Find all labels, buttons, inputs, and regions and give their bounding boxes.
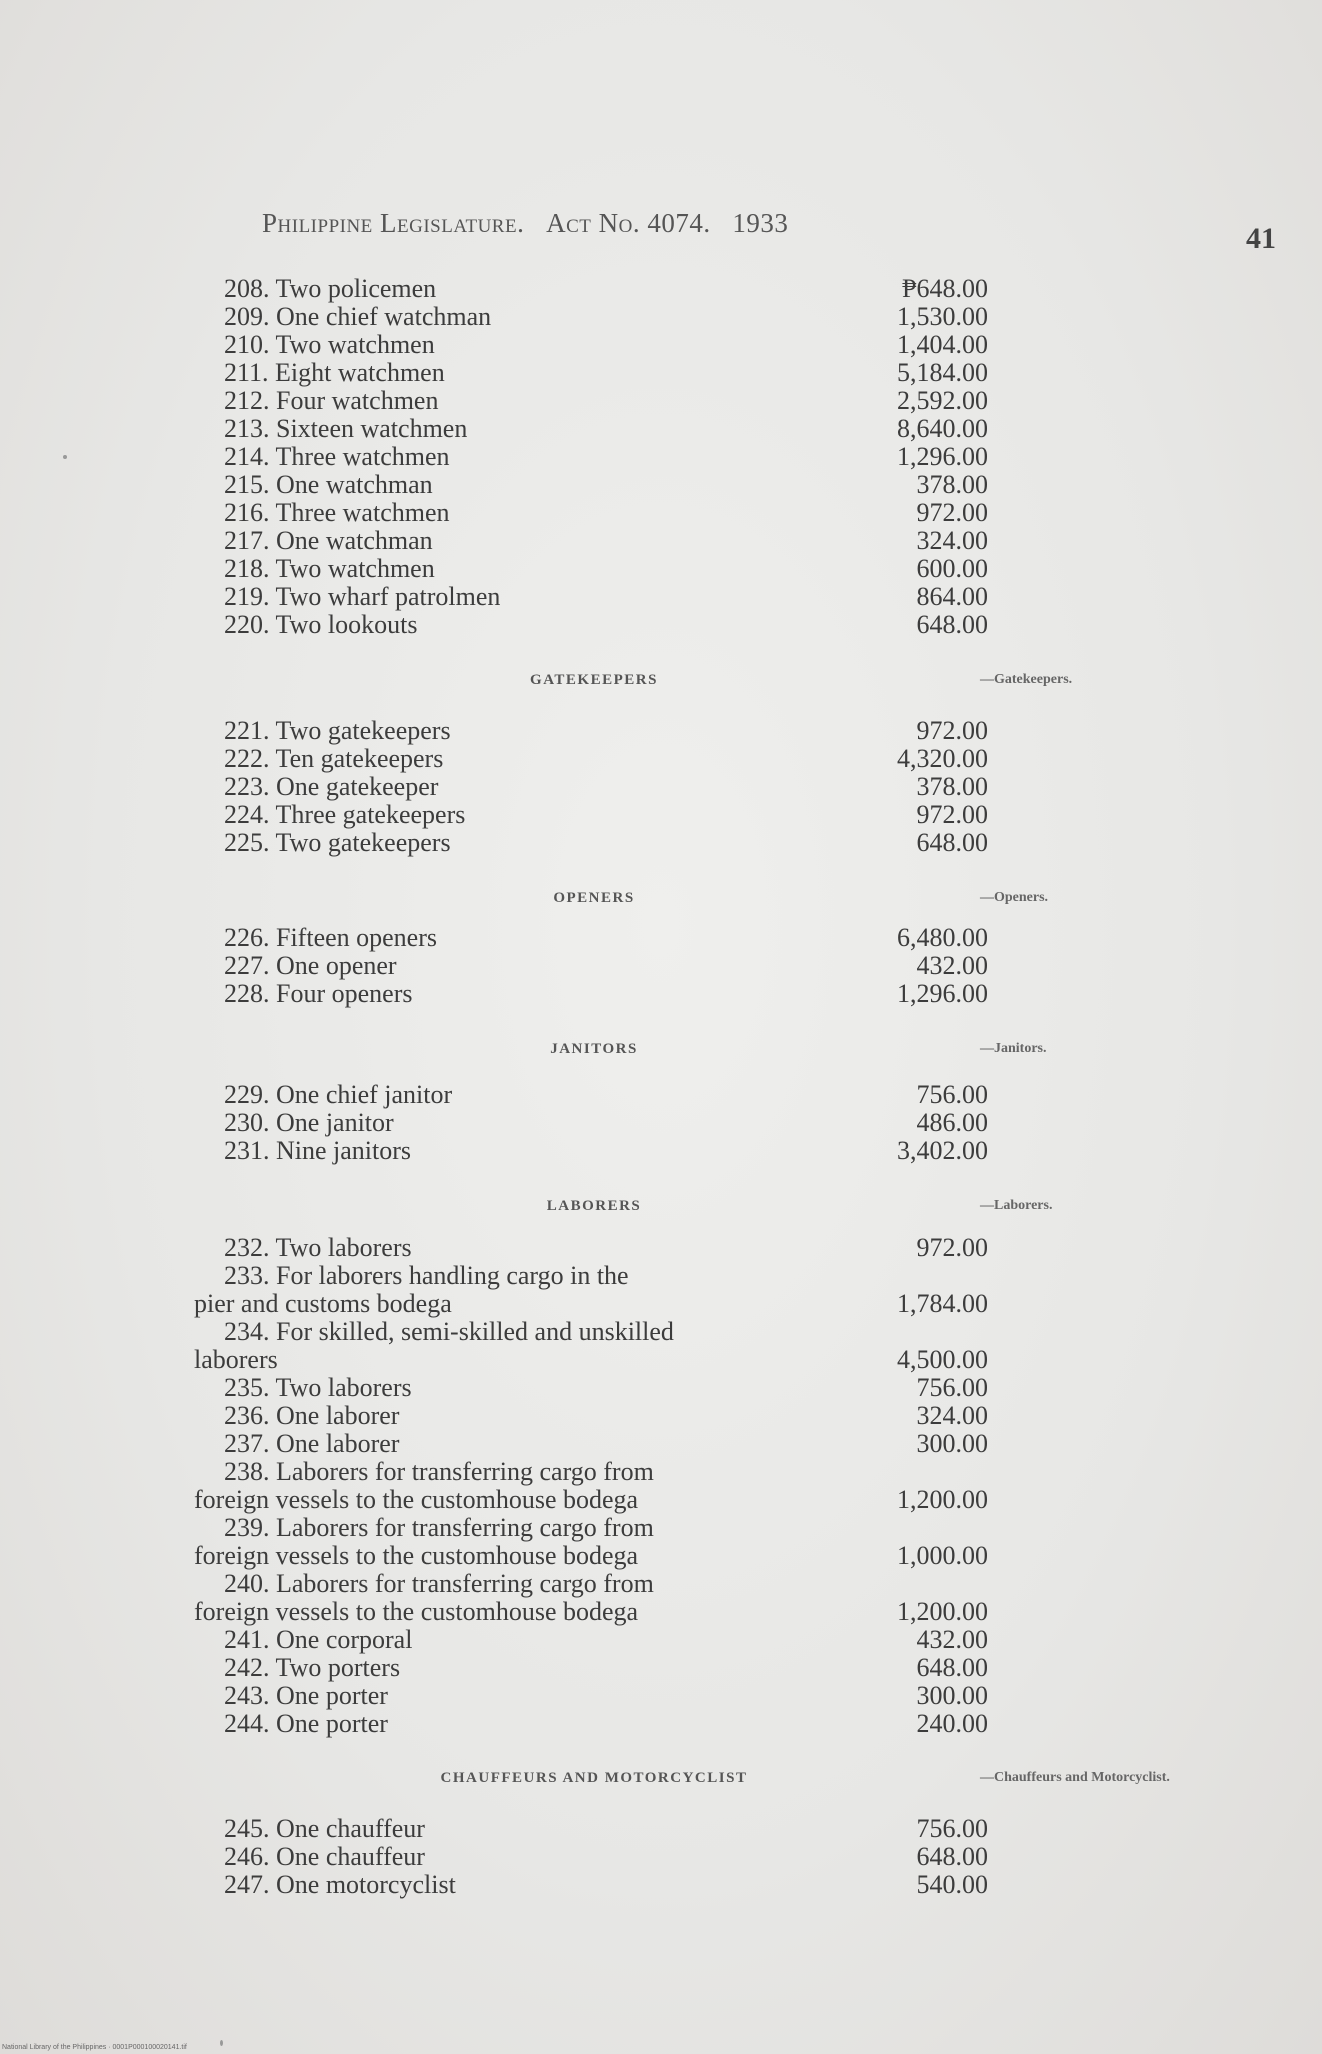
section-heading: OPENERS: [553, 890, 635, 906]
line-item: [194, 1597, 988, 1626]
marginal-note: —Openers.: [980, 890, 1049, 905]
line-item-first-line: [194, 1458, 974, 1486]
line-item: [194, 1233, 988, 1262]
item-label: 241. One corporal: [224, 1626, 413, 1654]
item-amount: 300.00: [916, 1429, 988, 1458]
item-label: 219. Two wharf patrolmen: [224, 583, 501, 611]
item-label: 232. Two laborers: [224, 1234, 412, 1262]
marginal-note: —Chauffeurs and Motorcyclist.: [980, 1770, 1170, 1785]
header-year: 1933: [732, 208, 789, 238]
section-heading: LABORERS: [546, 1198, 642, 1214]
line-item: [194, 1814, 988, 1843]
item-amount: ₱648.00: [902, 274, 988, 303]
item-label: 225. Two gatekeepers: [224, 829, 451, 857]
item-amount: 324.00: [916, 526, 988, 555]
item-amount: 972.00: [916, 800, 988, 829]
item-amount: 4,320.00: [897, 744, 988, 773]
line-item: [194, 1429, 988, 1458]
marginal-note: —Janitors.: [980, 1041, 1047, 1056]
item-label: laborers: [194, 1346, 278, 1374]
section-heading: GATEKEEPERS: [530, 672, 658, 688]
item-amount: 756.00: [916, 1080, 988, 1109]
item-label: 224. Three gatekeepers: [224, 801, 466, 829]
item-label: 227. One opener: [224, 952, 397, 980]
item-label: 222. Ten gatekeepers: [224, 745, 444, 773]
item-amount: 972.00: [916, 498, 988, 527]
line-item: [194, 1681, 988, 1710]
item-label: foreign vessels to the customhouse bodega: [194, 1542, 639, 1570]
item-label: 242. Two porters: [224, 1654, 401, 1682]
line-item: [194, 979, 988, 1008]
item-label: 209. One chief watchman: [224, 303, 492, 331]
page-number: 41: [1246, 222, 1276, 255]
line-item: [194, 716, 988, 745]
item-amount: 8,640.00: [897, 414, 988, 443]
item-label: 236. One laborer: [224, 1402, 400, 1430]
item-label: 226. Fifteen openers: [224, 924, 438, 952]
item-label-line1: 238. Laborers for transferring cargo from: [224, 1458, 654, 1486]
line-item-first-line: [194, 1514, 974, 1542]
item-amount: 648.00: [916, 828, 988, 857]
item-label: 244. One porter: [224, 1710, 388, 1738]
line-item: [194, 1709, 988, 1738]
line-item: [194, 1345, 988, 1374]
item-amount: 1,784.00: [897, 1289, 988, 1318]
item-label: 247. One motorcyclist: [224, 1871, 456, 1899]
item-label: 235. Two laborers: [224, 1374, 412, 1402]
line-item: [194, 1108, 988, 1137]
item-amount: 6,480.00: [897, 923, 988, 952]
item-amount: 972.00: [916, 716, 988, 745]
marginal-note: —Laborers.: [980, 1198, 1053, 1213]
line-item: [194, 1870, 988, 1899]
line-item: [194, 526, 988, 555]
item-amount: 648.00: [916, 610, 988, 639]
line-item-first-line: [194, 1318, 974, 1346]
item-label: 246. One chauffeur: [224, 1843, 425, 1871]
item-amount: 5,184.00: [897, 358, 988, 387]
line-item: [194, 274, 988, 303]
item-amount: 1,296.00: [897, 979, 988, 1008]
item-amount: 300.00: [916, 1681, 988, 1710]
item-amount: 756.00: [916, 1814, 988, 1843]
item-label-line1: 234. For skilled, semi-skilled and unskilled: [224, 1318, 674, 1346]
item-amount: 2,592.00: [897, 386, 988, 415]
item-amount: 1,000.00: [897, 1541, 988, 1570]
item-amount: 648.00: [916, 1842, 988, 1871]
line-item: [194, 554, 988, 583]
item-amount: 432.00: [916, 1625, 988, 1654]
line-item: [194, 470, 988, 499]
line-item: [194, 498, 988, 527]
item-amount: 1,200.00: [897, 1597, 988, 1626]
line-item: [194, 582, 988, 611]
paper-speck: [63, 455, 67, 459]
item-label: 221. Two gatekeepers: [224, 717, 451, 745]
item-amount: 4,500.00: [897, 1345, 988, 1374]
section-heading: CHAUFFEURS AND MOTORCYCLIST: [440, 1770, 748, 1786]
line-item: [194, 1653, 988, 1682]
scan-footer: National Library of the Philippines · 0001P000100020141.tif: [2, 2044, 187, 2051]
line-item: [194, 1485, 988, 1514]
item-amount: 600.00: [916, 554, 988, 583]
item-label-line1: 240. Laborers for transferring cargo from: [224, 1570, 654, 1598]
line-item: [194, 828, 988, 857]
item-label: 243. One porter: [224, 1682, 388, 1710]
item-amount: 378.00: [916, 470, 988, 499]
item-amount: 540.00: [916, 1870, 988, 1899]
line-item: [194, 800, 988, 829]
line-item: [194, 951, 988, 980]
item-amount: 240.00: [916, 1709, 988, 1738]
item-label: 229. One chief janitor: [224, 1081, 453, 1109]
item-amount: 378.00: [916, 772, 988, 801]
section-heading: JANITORS: [550, 1041, 638, 1057]
item-label-line1: 233. For laborers handling cargo in the: [224, 1262, 629, 1290]
item-label: 215. One watchman: [224, 471, 433, 499]
item-amount: 756.00: [916, 1373, 988, 1402]
item-label: 216. Three watchmen: [224, 499, 450, 527]
line-item: [194, 1541, 988, 1570]
line-item: [194, 1842, 988, 1871]
item-amount: 3,402.00: [897, 1136, 988, 1165]
item-label: 231. Nine janitors: [224, 1137, 412, 1165]
line-item: [194, 1401, 988, 1430]
line-item: [194, 414, 988, 443]
item-label: 210. Two watchmen: [224, 331, 435, 359]
item-label: 237. One laborer: [224, 1430, 400, 1458]
item-amount: 1,296.00: [897, 442, 988, 471]
line-item: [194, 386, 988, 415]
item-label: pier and customs bodega: [194, 1290, 452, 1318]
line-item: [194, 772, 988, 801]
header-act: Act No. 4074.: [546, 208, 711, 238]
line-item: [194, 744, 988, 773]
line-item: [194, 302, 988, 331]
item-label: 223. One gatekeeper: [224, 773, 439, 801]
item-label: 218. Two watchmen: [224, 555, 435, 583]
item-amount: 1,530.00: [897, 302, 988, 331]
item-amount: 486.00: [916, 1108, 988, 1137]
item-label: foreign vessels to the customhouse bodega: [194, 1486, 639, 1514]
line-item: [194, 1136, 988, 1165]
item-amount: 324.00: [916, 1401, 988, 1430]
marginal-note: —Gatekeepers.: [980, 672, 1073, 687]
item-amount: 1,200.00: [897, 1485, 988, 1514]
item-label: 214. Three watchmen: [224, 443, 450, 471]
line-item-first-line: [194, 1570, 974, 1598]
line-item: [194, 1080, 988, 1109]
item-label: 208. Two policemen: [224, 275, 437, 303]
item-label: foreign vessels to the customhouse bodega: [194, 1598, 639, 1626]
item-label: 230. One janitor: [224, 1109, 394, 1137]
running-header: [262, 208, 788, 239]
line-item-first-line: [194, 1262, 974, 1290]
item-amount: 432.00: [916, 951, 988, 980]
line-item: [194, 1625, 988, 1654]
item-amount: 864.00: [916, 582, 988, 611]
line-item: [194, 442, 988, 471]
item-label: 228. Four openers: [224, 980, 413, 1008]
line-item: [194, 358, 988, 387]
header-legislature: Philippine Legislature.: [262, 208, 525, 238]
paper-speck: [220, 2040, 223, 2046]
item-label: 212. Four watchmen: [224, 387, 439, 415]
item-label: 217. One watchman: [224, 527, 433, 555]
item-amount: 972.00: [916, 1233, 988, 1262]
item-amount: 1,404.00: [897, 330, 988, 359]
item-label: 213. Sixteen watchmen: [224, 415, 468, 443]
item-amount: 648.00: [916, 1653, 988, 1682]
line-item: [194, 610, 988, 639]
line-item: [194, 1289, 988, 1318]
item-label: 245. One chauffeur: [224, 1815, 425, 1843]
item-label: 220. Two lookouts: [224, 611, 418, 639]
item-label: 211. Eight watchmen: [224, 359, 445, 387]
line-item: [194, 1373, 988, 1402]
line-item: [194, 330, 988, 359]
line-item: [194, 923, 988, 952]
item-label-line1: 239. Laborers for transferring cargo from: [224, 1514, 654, 1542]
